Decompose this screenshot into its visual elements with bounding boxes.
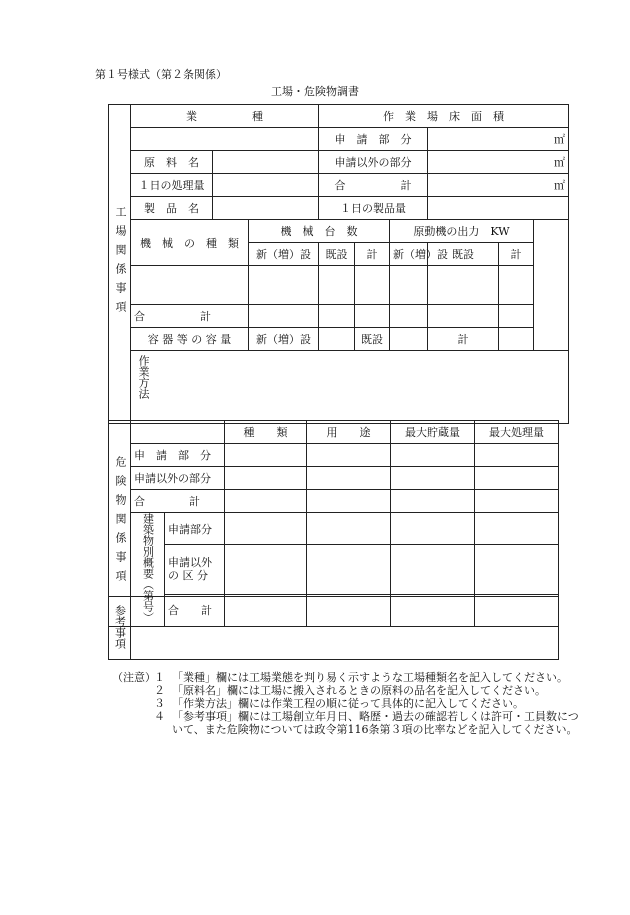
kikai-daisu-header: 機 械 台 数 <box>249 220 390 243</box>
shinsei-igai-area[interactable]: ㎡ <box>428 151 569 174</box>
kikai-goukei-label: 合 計 <box>131 305 249 328</box>
input-cell[interactable] <box>355 266 390 305</box>
sagyou-houhou-field[interactable] <box>131 351 569 424</box>
input-cell[interactable] <box>428 266 499 305</box>
factory-side-label: 工場関係事項 <box>109 105 131 424</box>
input-cell[interactable] <box>391 545 475 594</box>
input-cell[interactable] <box>249 266 319 305</box>
input-cell[interactable] <box>390 328 428 351</box>
input-cell[interactable] <box>428 305 499 328</box>
input-cell[interactable] <box>319 305 355 328</box>
input-cell[interactable] <box>390 305 428 328</box>
input-cell[interactable] <box>307 545 391 594</box>
reference-side-label: 参考事項 <box>109 597 131 660</box>
goukei-area[interactable]: ㎡ <box>428 174 569 197</box>
form-number: 第１号様式（第２条関係） <box>95 68 227 81</box>
gendouki-shin-zou: 新（増）設 <box>390 243 428 266</box>
input-cell[interactable] <box>307 490 391 513</box>
input-cell[interactable] <box>225 444 307 467</box>
input-cell[interactable] <box>390 266 428 305</box>
input-cell[interactable] <box>225 513 307 545</box>
youto-header: 用 途 <box>307 421 391 444</box>
kikai-input[interactable] <box>131 266 249 305</box>
notes <box>112 671 582 736</box>
note-item: （注意） １ 「業種」欄には工場業態を判り易く示すような工場種類名を記入してください。 <box>112 671 568 684</box>
input-cell[interactable] <box>225 545 307 594</box>
seihin-ryou-input[interactable] <box>428 197 569 220</box>
seihin-ryou-label: １日の製品量 <box>319 197 428 220</box>
input-cell[interactable] <box>225 467 307 490</box>
page-title: 工場・危険物調書 <box>271 85 359 98</box>
note-item: ２ 「原料名」欄には工場に搬入されるときの原料の品名を記入してください。 <box>154 684 546 697</box>
youki-kei: 計 <box>428 328 499 351</box>
shinsei-bubun-area[interactable]: ㎡ <box>428 128 569 151</box>
kenchiku-goukei-label: 合 計 <box>165 594 225 626</box>
input-cell[interactable] <box>391 444 475 467</box>
note-item: ３ 「作業方法」欄には作業工程の順に従って具体的に記入してください。 <box>154 697 524 710</box>
goukei-area-label: 合 計 <box>319 174 428 197</box>
shori-ryou-label: １日の処理量 <box>131 174 213 197</box>
shinsei-bubun-label: 申 請 部 分 <box>319 128 428 151</box>
input-cell[interactable] <box>475 467 559 490</box>
input-cell[interactable] <box>499 266 534 305</box>
reference-input[interactable] <box>131 597 559 660</box>
youki-shin-zou: 新（増）設 <box>249 328 319 351</box>
hz-shinsei-label: 申 請 部 分 <box>131 444 225 467</box>
kenchiku-label: 建築物別概要（第号） <box>131 513 165 627</box>
hazard-side-label: 危険物関係事項 <box>109 421 131 627</box>
input-cell[interactable] <box>499 328 534 351</box>
input-cell[interactable] <box>499 305 534 328</box>
gendouki-kei: 計 <box>499 243 534 266</box>
input-cell[interactable] <box>391 490 475 513</box>
input-cell[interactable] <box>307 513 391 545</box>
input-cell[interactable] <box>475 490 559 513</box>
hz-shinsei-igai-label: 申請以外の部分 <box>131 467 225 490</box>
genryou-input[interactable] <box>213 151 319 174</box>
input-cell[interactable] <box>249 305 319 328</box>
kenchiku-shinsei-label: 申請部分 <box>165 513 225 545</box>
max-process-header: 最大処理量 <box>475 421 559 444</box>
seihin-label: 製 品 名 <box>131 197 213 220</box>
shori-ryou-input[interactable] <box>213 174 319 197</box>
gendouki-kisetsu: 既設 <box>428 243 499 266</box>
max-storage-header: 最大貯蔵量 <box>391 421 475 444</box>
genryou-label: 原 料 名 <box>131 151 213 174</box>
input-cell[interactable] <box>307 467 391 490</box>
reference-table <box>108 596 559 660</box>
hz-goukei-label: 合 計 <box>131 490 225 513</box>
input-cell[interactable] <box>475 545 559 594</box>
input-cell[interactable] <box>475 513 559 545</box>
shurui-header: 種 類 <box>225 421 307 444</box>
floor-area-header: 作 業 場 床 面 積 <box>319 105 569 128</box>
input-cell[interactable] <box>391 513 475 545</box>
kikai-shin-zou: 新（増）設 <box>249 243 319 266</box>
blank-header <box>131 421 225 444</box>
kikai-shurui-header: 機 械 の 種 類 <box>131 220 249 266</box>
sagyou-houhou-label: 作業方法 <box>137 355 150 399</box>
kikai-kisetsu: 既設 <box>319 243 355 266</box>
input-cell[interactable] <box>355 305 390 328</box>
gendouki-header: 原動機の出力 KW <box>390 220 534 243</box>
gyoushu-input[interactable] <box>131 128 319 151</box>
input-cell[interactable] <box>225 490 307 513</box>
youki-kisetsu: 既設 <box>355 328 390 351</box>
factory-table <box>108 104 569 424</box>
input-cell[interactable] <box>475 444 559 467</box>
youki-label: 容 器 等 の 容 量 <box>131 328 249 351</box>
note-item: ４ 「参考事項」欄には工場創立年月日、略歴・過去の確認若しくは許可・工員数について、また危険物については政令第116条第３項の比率などを記入してください。 <box>154 710 579 736</box>
seihin-input[interactable] <box>213 197 319 220</box>
kikai-kei: 計 <box>355 243 390 266</box>
input-cell[interactable] <box>307 444 391 467</box>
input-cell[interactable] <box>319 328 355 351</box>
shinsei-igai-label: 申請以外の部分 <box>319 151 428 174</box>
kenchiku-igai-label: 申請以外 の 区 分 <box>165 545 225 594</box>
input-cell[interactable] <box>391 467 475 490</box>
gyoushu-header: 業 種 <box>131 105 319 128</box>
input-cell[interactable] <box>319 266 355 305</box>
